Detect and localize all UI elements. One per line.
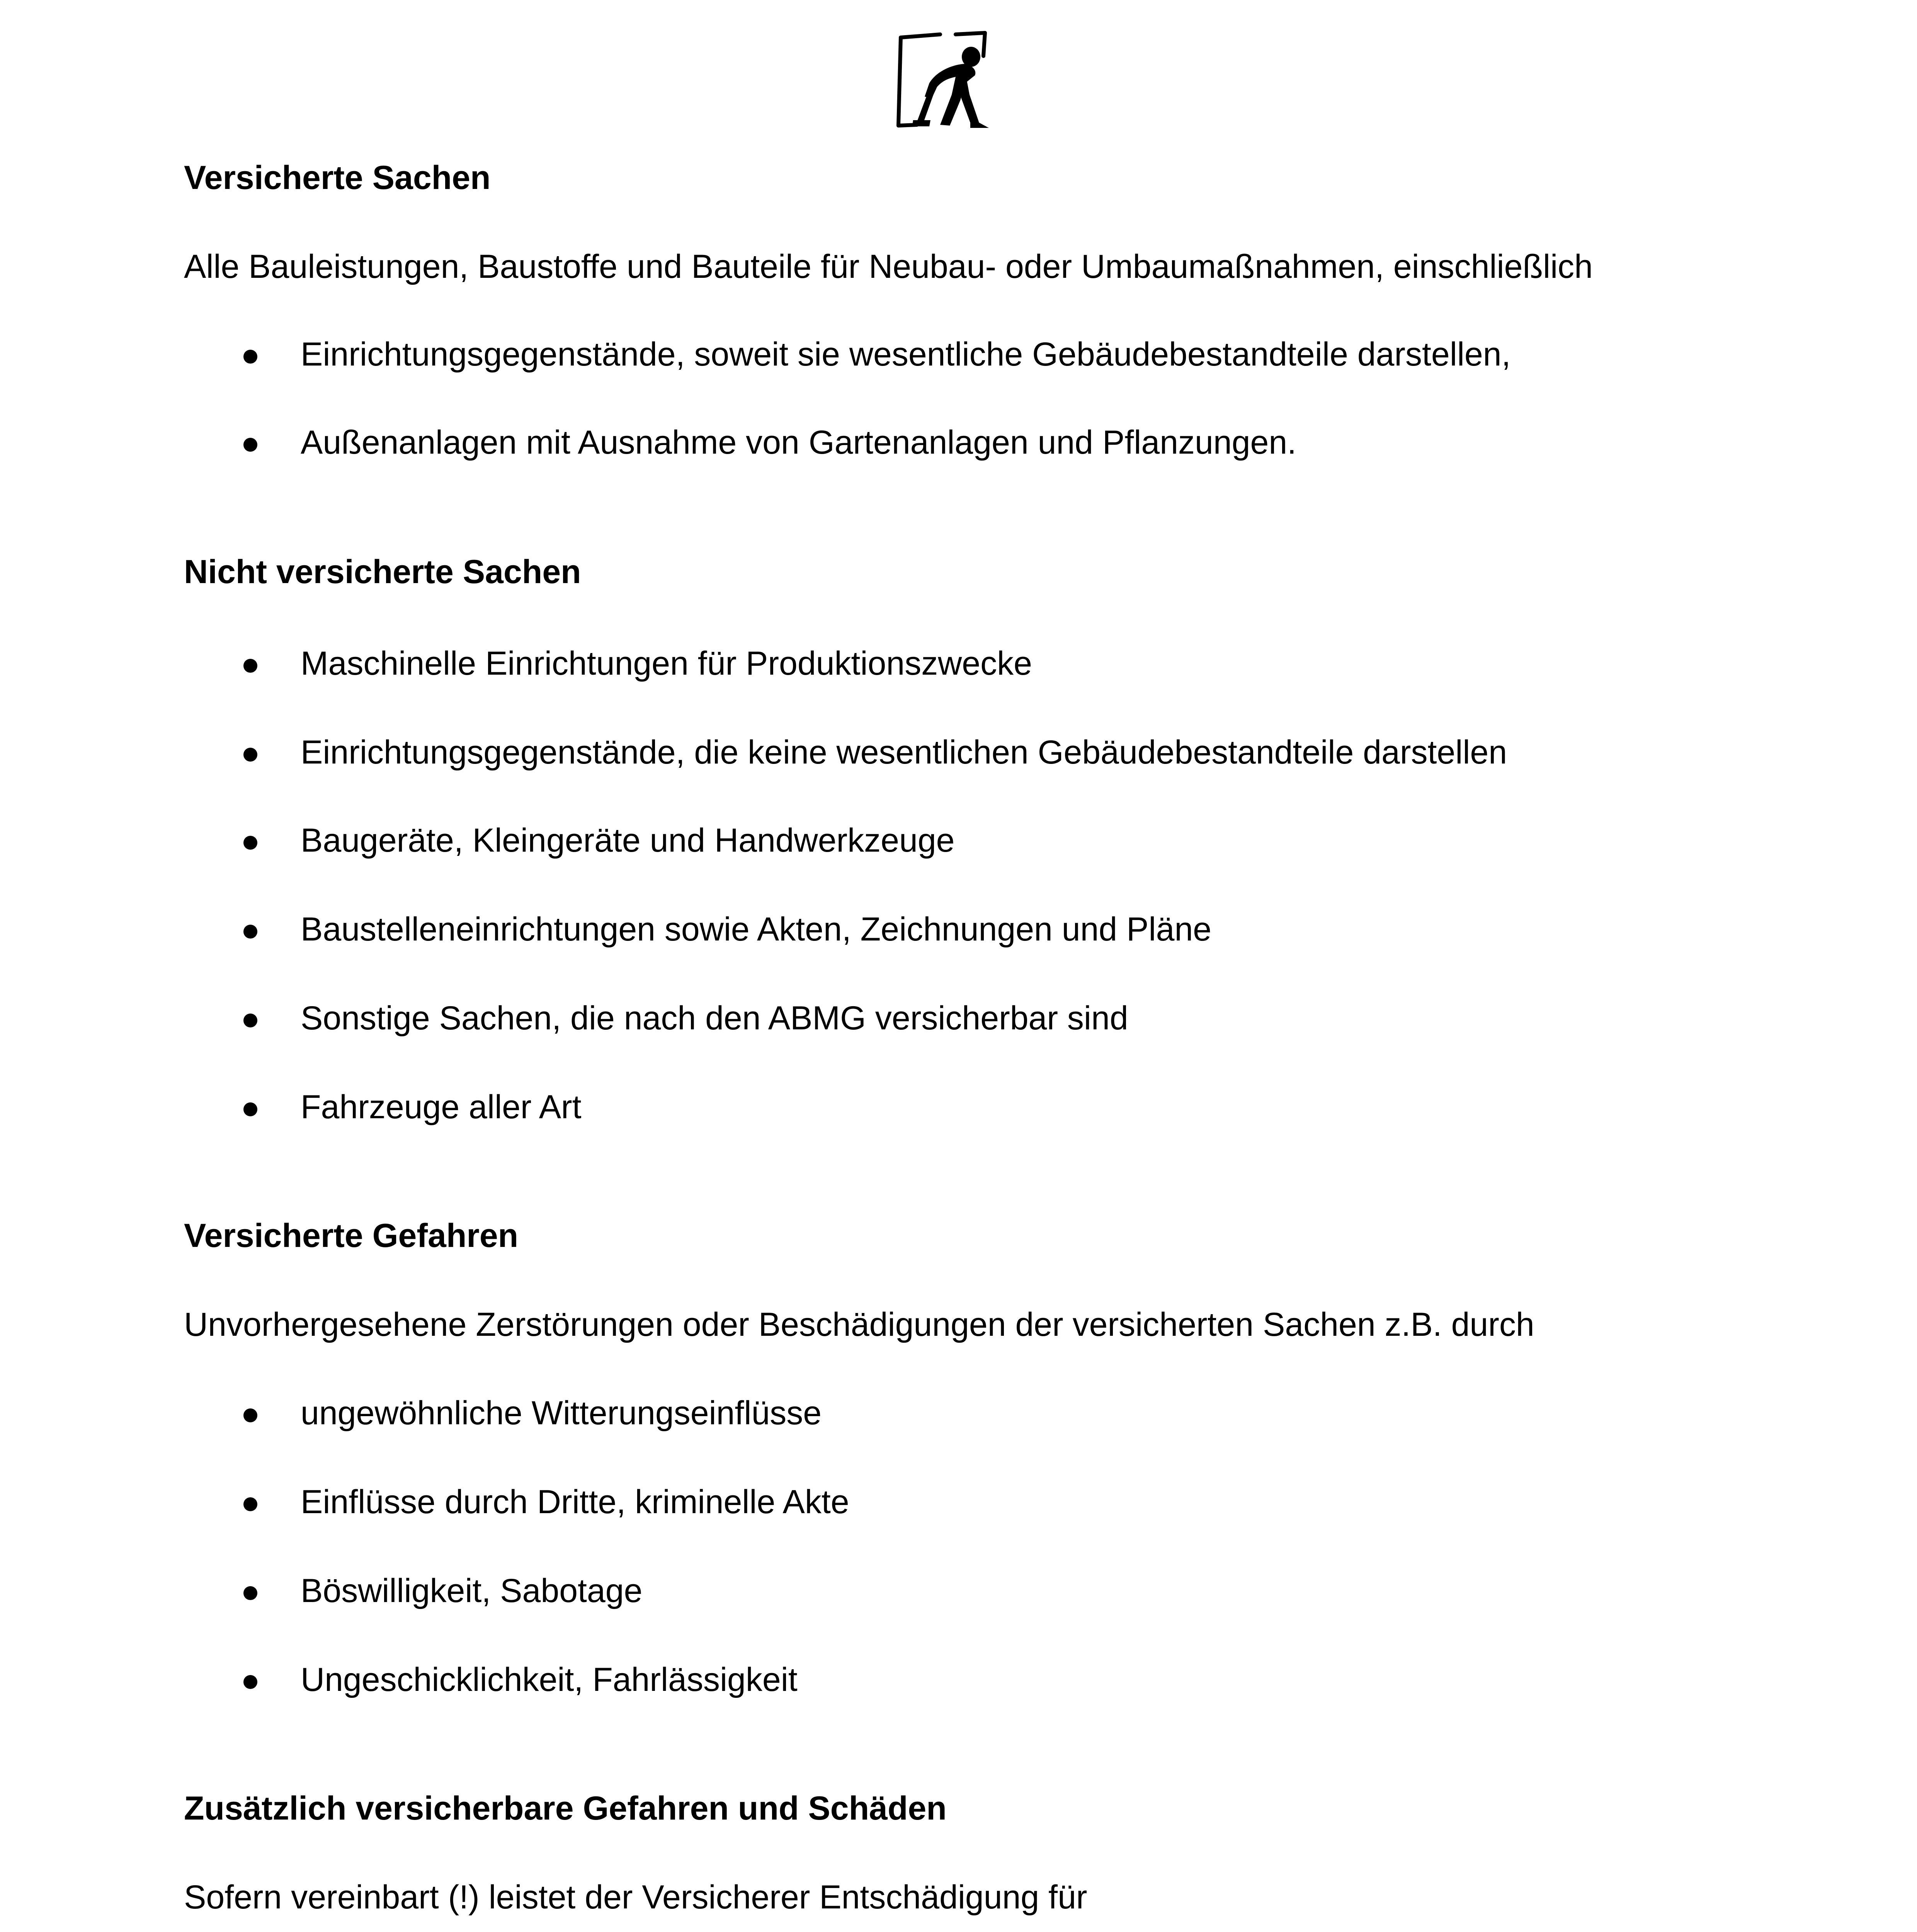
bullet-icon	[243, 996, 292, 1041]
section-intro: Unvorhergesehene Zerstörungen oder Beschädigungen der versicherten Sachen z.B. durch	[184, 1306, 1534, 1343]
list-item: Einrichtungsgegenstände, soweit sie wesentliche Gebäudebestandteile darstellen,	[243, 332, 1704, 377]
bullet-icon	[243, 420, 292, 465]
list-item: Sonstige Sachen, die nach den ABMG versicherbar sind	[243, 996, 1704, 1041]
section-intro: Sofern vereinbart (!) leistet der Versicherer Entschädigung für	[184, 1879, 1087, 1916]
list-item: Ungeschicklichkeit, Fahrlässigkeit	[243, 1658, 1704, 1702]
section-heading-versicherte-gefahren: Versicherte Gefahren	[184, 1217, 519, 1254]
list-item: Baustelleneinrichtungen sowie Akten, Zeichnungen und Pläne	[243, 907, 1704, 952]
list-item: Einrichtungsgegenstände, die keine wesentlichen Gebäudebestandteile darstellen	[243, 730, 1704, 775]
bullet-icon	[243, 730, 292, 775]
bullet-icon	[243, 1391, 292, 1435]
bullet-icon	[243, 907, 292, 952]
section-intro: Alle Bauleistungen, Baustoffe und Bauteile für Neubau- oder Umbaumaßnahmen, einschließlich	[184, 248, 1593, 285]
worker-silhouette-logo	[894, 29, 990, 130]
list-item: ungewöhnliche Witterungseinflüsse	[243, 1391, 1704, 1435]
list-item: Einflüsse durch Dritte, kriminelle Akte	[243, 1480, 1704, 1524]
list-item: Baugeräte, Kleingeräte und Handwerkzeuge	[243, 818, 1704, 863]
section-heading-versicherte-sachen: Versicherte Sachen	[184, 159, 491, 196]
bullet-icon	[243, 1085, 292, 1129]
bullet-icon	[243, 1569, 292, 1613]
list-item: Böswilligkeit, Sabotage	[243, 1569, 1704, 1613]
list-item: Maschinelle Einrichtungen für Produktionszwecke	[243, 641, 1704, 686]
bullet-icon	[243, 1658, 292, 1702]
bullet-icon	[243, 332, 292, 377]
section-heading-nicht-versicherte-sachen: Nicht versicherte Sachen	[184, 553, 581, 590]
list-item: Außenanlagen mit Ausnahme von Gartenanlagen und Pflanzungen.	[243, 420, 1704, 465]
bullet-icon	[243, 641, 292, 686]
list-item: Fahrzeuge aller Art	[243, 1085, 1704, 1129]
bullet-icon	[243, 1480, 292, 1524]
section-heading-zusaetzlich-versicherbare-gefahren: Zusätzlich versicherbare Gefahren und Schäden	[184, 1790, 947, 1827]
bullet-icon	[243, 818, 292, 863]
